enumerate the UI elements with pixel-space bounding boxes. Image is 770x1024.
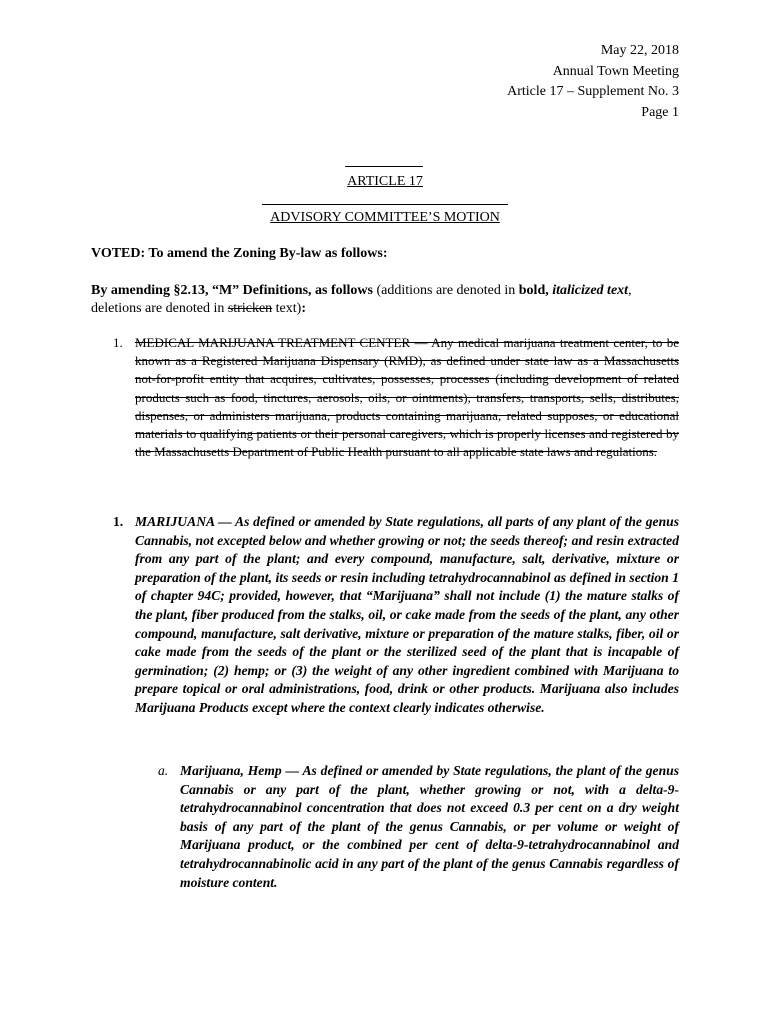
deleted-definition-text: MEDICAL MARIJUANA TREATMENT CENTER — Any medical marijuana treatment center, to be known as a Registered Marijuana Dispensary (RMD), as defined under state law as a Massachusetts not-for-profit entity that acquires, cultivates, possesses, processes (including development of related products such as food, tinctures, aerosols, oils, or ointments), transfers, transports, sells, distributes, dispenses, or administers marijuana, products containing marijuana, related supposes, or educational materials to qualifying patients or their personal caregivers, which is properly licenses and registered by the Massachusetts Department of Public Health pursuant to all applicable state laws and regulations. xyxy=(135,335,679,460)
amending-italic-word: italicized text xyxy=(552,283,629,298)
amending-stricken-word: stricken xyxy=(227,301,273,316)
deleted-definition-number: 1. xyxy=(113,335,123,350)
marijuana-definition xyxy=(113,513,679,718)
header-page-number: Page 1 xyxy=(641,104,679,120)
amending-note-end: text) xyxy=(272,301,302,316)
amending-bold-word: bold, xyxy=(518,283,549,298)
marijuana-definition-number: 1. xyxy=(113,514,124,529)
marijuana-definition-text: MARIJUANA — As defined or amended by State regulations, all parts of any plant of the genus Cannabis, not excepted below and whether growing or not; the seeds thereof; and resin extracted from any part of the plant; and every compound, manufacture, salt, derivative, mixture or preparation of the plant, its seeds or resin including tetrahydrocannabinol as defined in section 1 of chapter 94C; provided, however, that “Marijuana” shall not include (1) the mature stalks of the plant, fiber produced from the stalks, oil, or cake made from the seeds of the plant, any other compound, manufacture, salt derivative, mixture or preparation of the mature stalks, fiber, oil or cake made from the seeds of the plant or the sterilized seed of the plant that is incapable of germination; (2) hemp; or (3) the weight of any other ingredient combined with Marijuana to prepare topical or oral administrations, food, drink or other products. Marijuana also includes Marijuana Products except where the context clearly indicates otherwise. xyxy=(135,514,679,715)
motion-rule xyxy=(262,204,508,205)
voted-statement: VOTED: To amend the Zoning By-law as follows: xyxy=(91,246,388,261)
amending-lead: By amending §2.13, “M” Definitions, as follows xyxy=(91,283,373,298)
header-date: May 22, 2018 xyxy=(600,43,679,58)
hemp-definition xyxy=(158,762,679,892)
article-title: ARTICLE 17 xyxy=(347,174,423,189)
deleted-definition xyxy=(113,334,679,461)
amending-colon: : xyxy=(301,301,306,316)
amending-note-start: (additions are denoted in xyxy=(372,283,519,298)
header-article-supplement: Article 17 – Supplement No. 3 xyxy=(507,84,679,99)
header-meeting: Annual Town Meeting xyxy=(552,63,679,79)
amending-paragraph xyxy=(91,282,679,318)
hemp-definition-letter: a. xyxy=(158,763,169,778)
page-header xyxy=(507,41,679,123)
motion-title: ADVISORY COMMITTEE’S MOTION xyxy=(270,210,500,225)
title-rule xyxy=(345,166,423,167)
hemp-definition-text: Marijuana, Hemp — As defined or amended by State regulations, the plant of the genus Cannabis or any part of the plant, whether growing or not, with a delta-9-tetrahydrocannabinol concentration that does not exceed 0.3 per cent on a dry weight basis of any part of the plant of the genus Cannabis, or per volume or weight of Marijuana product, or the combined per cent of delta-9-tetrahydrocannabinol and tetrahydrocannabinolic acid in any part of the plant of the genus Cannabis regardless of moisture content. xyxy=(180,763,679,890)
amending-note-mid: , deletions are denoted in xyxy=(91,283,632,316)
